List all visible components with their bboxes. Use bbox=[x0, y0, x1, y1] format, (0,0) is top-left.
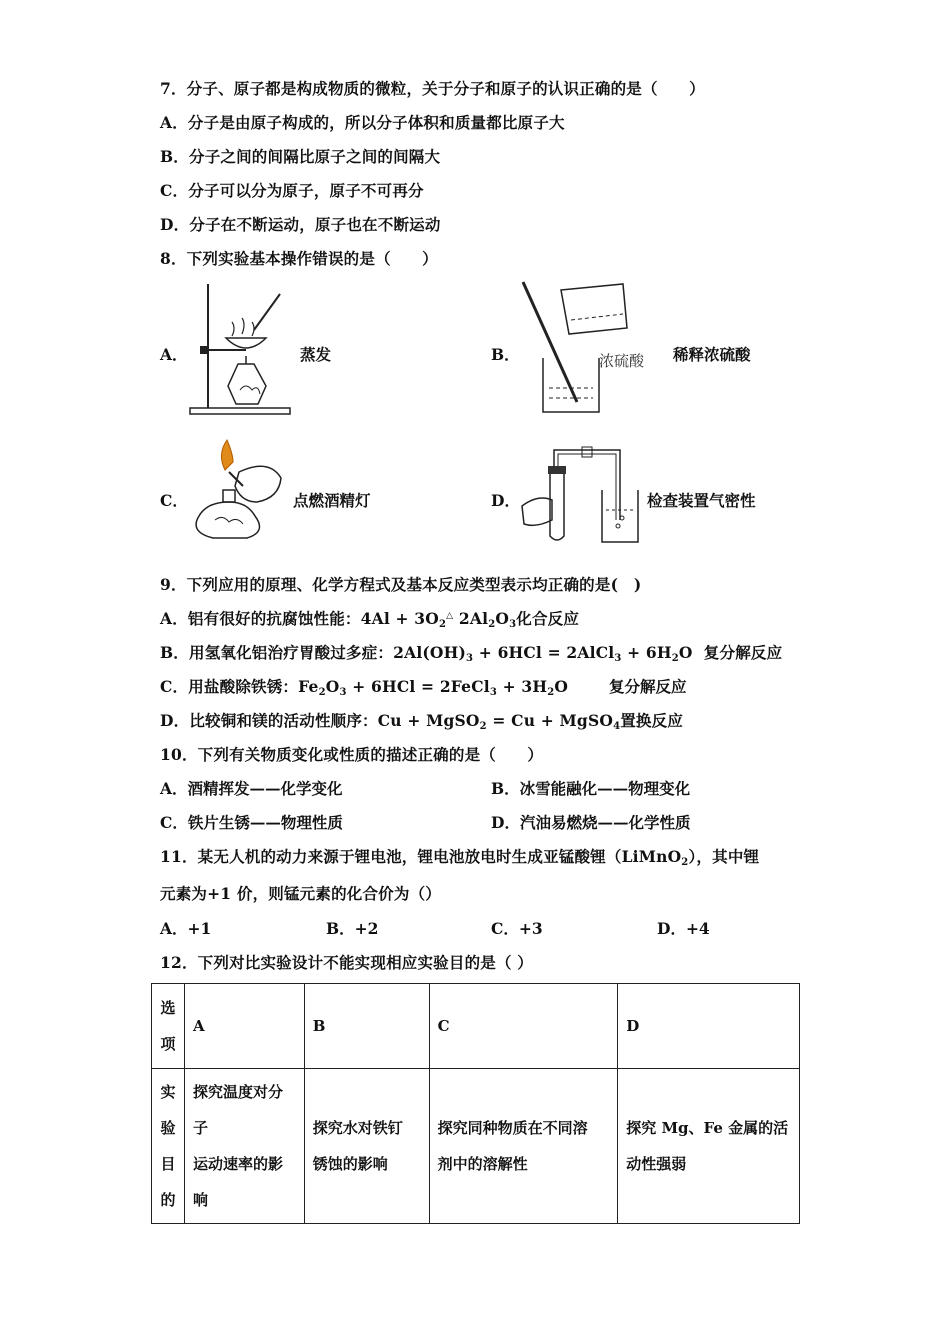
q8-a-caption: 蒸发 bbox=[300, 345, 332, 364]
q8-d-caption: 检查装置气密性 bbox=[647, 491, 756, 510]
dilute-sulfuric-acid-figure bbox=[515, 278, 655, 418]
header-d: D bbox=[618, 984, 800, 1069]
q9-option-c-type: 复分解反应 bbox=[609, 677, 687, 696]
q8-stem: 8．下列实验基本操作错误的是（ ） bbox=[160, 249, 438, 268]
purpose-d: 探究 Mg、Fe 金属的活 动性强弱 bbox=[618, 1069, 800, 1224]
q9-option-c: C．用盐酸除铁锈：$Fe_2O_3 + 6HCl$ = 2FeCl$_3$ + $3H_2O$ bbox=[160, 677, 569, 698]
header-option-cell: 选 项 bbox=[152, 984, 185, 1069]
table-purpose-row bbox=[152, 1069, 800, 1224]
purpose-c: 探究同种物质在不同溶 剂中的溶解性 bbox=[429, 1069, 618, 1224]
light-alcohol-lamp-figure bbox=[185, 436, 285, 542]
q10-option-b: B．冰雪能融化——物理变化 bbox=[491, 779, 691, 798]
purpose-a: 探究温度对分 子 运动速率的影 响 bbox=[184, 1069, 304, 1224]
q12-comparison-table bbox=[151, 983, 800, 1224]
airtightness-check-figure bbox=[518, 440, 644, 546]
conc-sulfuric-acid-label: 浓硫酸 bbox=[599, 352, 645, 370]
q10-stem: 10．下列有关物质变化或性质的描述正确的是（ ） bbox=[160, 745, 544, 764]
q8-d-label: D． bbox=[491, 491, 520, 510]
q9-option-d: D．比较铜和镁的活动性顺序：Cu + MgSO$_2$ = Cu + MgSO$_4$置换反应 bbox=[160, 711, 684, 732]
q7-option-a: A．分子是由原子构成的，所以分子体积和质量都比原子大 bbox=[160, 113, 565, 132]
q11-option-d: D．+4 bbox=[657, 919, 710, 938]
q11-option-c: C．+3 bbox=[491, 919, 543, 938]
q8-c-label: C． bbox=[160, 491, 188, 510]
header-b: B bbox=[304, 984, 429, 1069]
q11-stem-line1: 11．某无人机的动力来源于锂电池，锂电池放电时生成亚锰酸锂（LiMnO$_2$），其中锂 bbox=[160, 847, 760, 868]
q11-stem-line2: 元素为+1 价，则锰元素的化合价为（） bbox=[160, 884, 441, 903]
q7-option-d: D．分子在不断运动，原子也在不断运动 bbox=[160, 215, 441, 234]
q7-option-c: C．分子可以分为原子，原子不可再分 bbox=[160, 181, 424, 200]
q7-option-b: B．分子之间的间隔比原子之间的间隔大 bbox=[160, 147, 441, 166]
purpose-b: 探究水对铁钉 锈蚀的影响 bbox=[304, 1069, 429, 1224]
q7-stem: 7．分子、原子都是构成物质的微粒，关于分子和原子的认识正确的是（ ） bbox=[160, 79, 705, 98]
q9-option-b: B．用氢氧化铝治疗胃酸过多症：$2Al(OH)_3 + 6HCl$ = 2AlCl$_3$ + $6H_2O$ 复分解反应 bbox=[160, 643, 783, 664]
q8-c-caption: 点燃酒精灯 bbox=[293, 491, 371, 510]
q10-option-c: C．铁片生锈——物理性质 bbox=[160, 813, 343, 832]
q10-option-d: D．汽油易燃烧——化学性质 bbox=[491, 813, 691, 832]
q8-a-label: A． bbox=[160, 345, 188, 364]
q9-option-a: A．铝有很好的抗腐蚀性能：$4Al + 3O_2^\triangle$ $2Al_2O_3$化合反应 bbox=[160, 609, 580, 630]
q11-option-b: B．+2 bbox=[326, 919, 379, 938]
header-a: A bbox=[184, 984, 304, 1069]
q11-option-a: A．+1 bbox=[160, 919, 212, 938]
header-c: C bbox=[429, 984, 618, 1069]
q9-stem: 9．下列应用的原理、化学方程式及基本反应类型表示均正确的是( ) bbox=[160, 575, 642, 594]
table-header-row bbox=[152, 984, 800, 1069]
purpose-label-cell: 实 验 目 的 bbox=[152, 1069, 185, 1224]
q10-option-a: A．酒精挥发——化学变化 bbox=[160, 779, 343, 798]
q12-stem: 12．下列对比实验设计不能实现相应实验目的是（ ） bbox=[160, 953, 533, 972]
q8-b-label: B． bbox=[491, 345, 520, 364]
q8-b-caption: 稀释浓硫酸 bbox=[673, 345, 751, 364]
evaporation-apparatus-figure bbox=[188, 280, 293, 416]
